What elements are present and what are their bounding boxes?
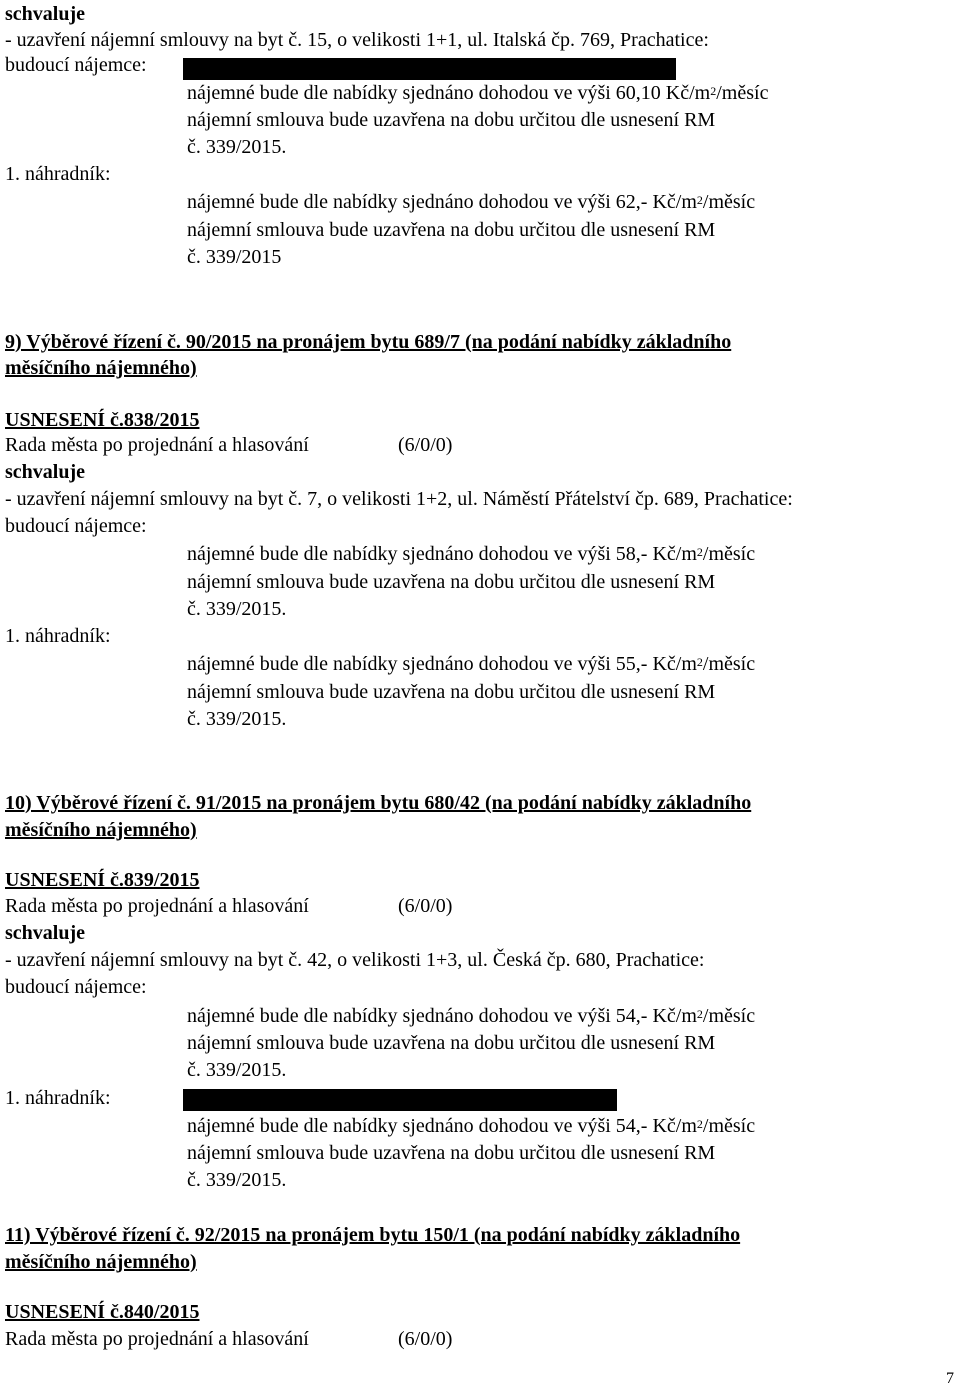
tenant-term: nájemné bude dle nabídky sjednáno dohodou ve výši 58,- $Kč/m^2$/měsíc	[187, 543, 756, 565]
section-heading: měsíčního nájemného)	[5, 357, 197, 379]
section-heading: 10) Výběrové řízení č. 91/2015 na pronájem bytu 680/42 (na podání nabídky základního	[5, 792, 752, 814]
tenant-term: č. 339/2015.	[187, 136, 287, 158]
tenant-term: nájemní smlouva bude uzavřena na dobu určitou dle usnesení RM	[187, 109, 716, 131]
vote-result: (6/0/0)	[398, 1328, 453, 1350]
section-heading: měsíčního nájemného)	[5, 819, 197, 841]
redaction-bar	[183, 1089, 617, 1111]
contract-line: - uzavření nájemní smlouvy na byt č. 42, o velikosti 1+3, ul. Česká čp. 680, Prachatice:	[5, 949, 705, 971]
redaction-bar	[183, 58, 676, 80]
resolution-number: USNESENÍ č.840/2015	[5, 1301, 200, 1323]
section-heading: 11) Výběrové řízení č. 92/2015 na pronájem bytu 150/1 (na podání nabídky základního	[5, 1224, 741, 1246]
substitute-term: č. 339/2015.	[187, 708, 287, 730]
substitute-term: č. 339/2015.	[187, 1169, 287, 1191]
council-statement: Rada města po projednání a hlasování	[5, 434, 309, 456]
contract-line: - uzavření nájemní smlouvy na byt č. 7, o velikosti 1+2, ul. Náměstí Přátelství čp. 689, Prachatice:	[5, 488, 793, 510]
substitute-label: 1. náhradník:	[5, 1087, 111, 1109]
resolution-number: USNESENÍ č.838/2015	[5, 409, 200, 431]
approval-heading: schvaluje	[5, 3, 85, 25]
tenant-term: nájemné bude dle nabídky sjednáno dohodou ve výši 60,10 $Kč/m^2$/měsíc	[187, 82, 769, 104]
section-heading: 9) Výběrové řízení č. 90/2015 na pronájem bytu 689/7 (na podání nabídky základního	[5, 331, 732, 353]
council-statement: Rada města po projednání a hlasování	[5, 895, 309, 917]
section-heading: měsíčního nájemného)	[5, 1251, 197, 1273]
contract-line: - uzavření nájemní smlouvy na byt č. 15, o velikosti 1+1, ul. Italská čp. 769, Prachatice:	[5, 29, 709, 51]
substitute-term: nájemní smlouva bude uzavřena na dobu určitou dle usnesení RM	[187, 1142, 716, 1164]
substitute-label: 1. náhradník:	[5, 625, 111, 647]
tenant-term: č. 339/2015.	[187, 598, 287, 620]
substitute-label: 1. náhradník:	[5, 163, 111, 185]
substitute-term: nájemné bude dle nabídky sjednáno dohodou ve výši 62,- $Kč/m^2$/měsíc	[187, 191, 756, 213]
substitute-term: nájemní smlouva bude uzavřena na dobu určitou dle usnesení RM	[187, 219, 716, 241]
vote-result: (6/0/0)	[398, 434, 453, 456]
tenant-term: č. 339/2015.	[187, 1059, 287, 1081]
council-statement: Rada města po projednání a hlasování	[5, 1328, 309, 1350]
tenant-label: budoucí nájemce:	[5, 54, 147, 76]
tenant-label: budoucí nájemce:	[5, 976, 147, 998]
approval-heading: schvaluje	[5, 461, 85, 483]
substitute-term: nájemné bude dle nabídky sjednáno dohodou ve výši 54,- $Kč/m^2$/měsíc	[187, 1115, 756, 1137]
resolution-number: USNESENÍ č.839/2015	[5, 869, 200, 891]
page-number: 7	[946, 1370, 954, 1387]
substitute-term: nájemné bude dle nabídky sjednáno dohodou ve výši 55,- $Kč/m^2$/měsíc	[187, 653, 756, 675]
tenant-term: nájemní smlouva bude uzavřena na dobu určitou dle usnesení RM	[187, 1032, 716, 1054]
vote-result: (6/0/0)	[398, 895, 453, 917]
substitute-term: č. 339/2015	[187, 246, 282, 268]
tenant-label: budoucí nájemce:	[5, 515, 147, 537]
substitute-term: nájemní smlouva bude uzavřena na dobu určitou dle usnesení RM	[187, 681, 716, 703]
tenant-term: nájemní smlouva bude uzavřena na dobu určitou dle usnesení RM	[187, 571, 716, 593]
tenant-term: nájemné bude dle nabídky sjednáno dohodou ve výši 54,- $Kč/m^2$/měsíc	[187, 1005, 756, 1027]
approval-heading: schvaluje	[5, 922, 85, 944]
